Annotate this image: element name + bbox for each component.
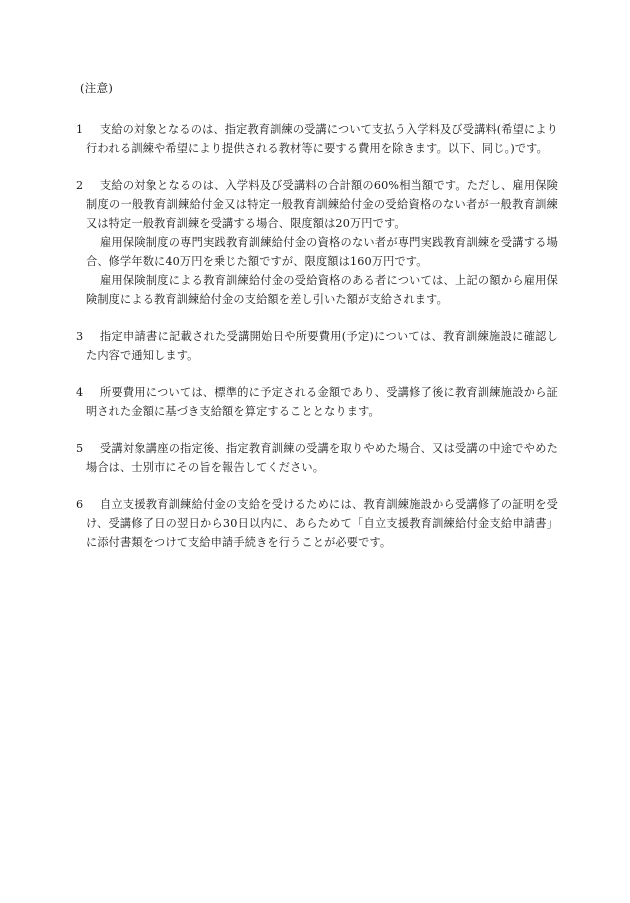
note-number: 1	[76, 123, 84, 136]
note-paragraph: 支給の対象となるのは、指定教育訓練の受講について支払う入学料及び受講料(希望により行われる訓練や希望により提供される教材等に要する費用を除きます。以下、同じ。)です。	[86, 123, 558, 155]
note-item-1	[78, 120, 558, 158]
note-item-3	[78, 327, 558, 365]
note-paragraph: 受講対象講座の指定後、指定教育訓練の受講を取りやめた場合、又は受講の中途でやめた場合は、士別市にその旨を報告してください。	[86, 442, 558, 474]
note-number: 5	[76, 442, 84, 455]
note-item-6	[78, 495, 558, 552]
note-paragraph: 指定申請書に記載された受講開始日や所要費用(予定)については、教育訓練施設に確認した内容で通知します。	[86, 330, 558, 362]
note-number: 2	[76, 179, 84, 192]
note-item-2	[78, 176, 558, 309]
note-item-5	[78, 439, 558, 477]
note-paragraph: 雇用保険制度による教育訓練給付金の受給資格のある者については、上記の額から雇用保険制度による教育訓練給付金の支給額を差し引いた額が支給されます。	[86, 274, 558, 306]
note-item-4	[78, 383, 558, 421]
note-number: 6	[76, 498, 84, 511]
note-paragraph: 所要費用については、標準的に予定される金額であり、受講修了後に教育訓練施設から証明された金額に基づき支給額を算定することとなります。	[86, 386, 558, 418]
note-paragraph: 支給の対象となるのは、入学料及び受講料の合計額の60%相当額です。ただし、雇用保険制度の一般教育訓練給付金又は特定一般教育訓練給付金の受給資格のない者が一般教育訓練又は特定一般教育訓練を受講する場合、限度額は20万円です。	[86, 179, 558, 230]
note-number: 4	[76, 386, 84, 399]
notes-list	[78, 120, 558, 570]
notes-heading: (注意)	[80, 81, 114, 95]
note-number: 3	[76, 330, 84, 343]
note-paragraph: 雇用保険制度の専門実践教育訓練給付金の資格のない者が専門実践教育訓練を受講する場合、修学年数に40万円を乗じた額ですが、限度額は160万円です。	[86, 236, 558, 268]
note-paragraph: 自立支援教育訓練給付金の支給を受けるためには、教育訓練施設から受講修了の証明を受け、受講修了日の翌日から30日以内に、あらためて「自立支援教育訓練給付金支給申請書」に添付書類をつけて支給申請手続きを行うことが必要です。	[86, 498, 558, 549]
